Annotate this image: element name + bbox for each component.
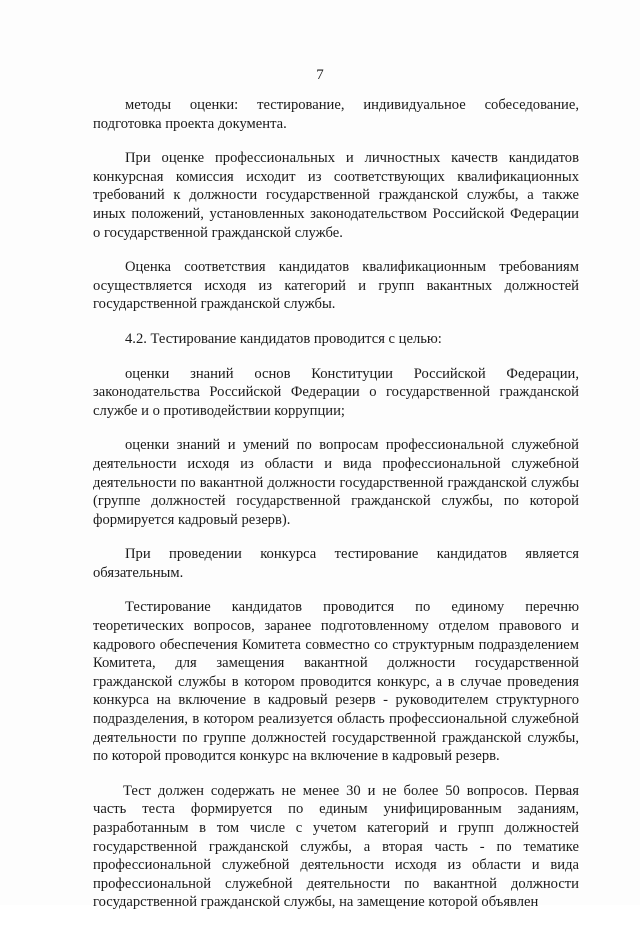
paragraph-professional-knowledge: оценки знаний и умений по вопросам профессиональной служебной деятельности исходя из области и вида профессиональной служебной деятельности по вакантной должности государственной гражданской службы (группе должностей государственной гражданской службы, по которой формируется кадровый резерв). [93,437,579,528]
paragraph-test-content: Тест должен содержать не менее 30 и не более 50 вопросов. Первая часть теста формируется по единым унифицированным заданиям, разработанным в том числе с учетом категорий и групп должностей государственной гражданской службы, а вторая часть - по тематике профессиональной служебной деятельности исходя из области и вида профессиональной служебной деятельности по вакантной должности государственной гражданской службы, на замещение которой объявлен [93,782,579,911]
paragraph-constitution-knowledge: оценки знаний основ Конституции Российской Федерации, законодательства Российской Федерации о государственной гражданской службе и о противодействии коррупции; [93,365,579,419]
document-body [93,96,579,928]
paragraph-testing-procedure: Тестирование кандидатов проводится по единому перечню теоретических вопросов, заранее подготовленному отделом правового и кадрового обеспечения Комитета совместно со структурным подразделением Комитета, для замещения вакантной должности государственной гражданской службы в котором проводится конкурс, а в случае проведения конкурса на включение в кадровый резерв - руководителем структурного подразделения, в котором реализуется область профессиональной служебной деятельности по группе должностей государственной гражданской службы, по которой проводится конкурс на включение в кадровый резерв. [93,599,579,765]
page-number: 7 [316,67,324,83]
paragraph-testing-mandatory: При проведении конкурса тестирование кандидатов является обязательным. [93,546,579,581]
paragraph-testing-purpose: 4.2. Тестирование кандидатов проводится с целью: [125,330,442,347]
paragraph-assessment-basis: При оценке профессиональных и личностных качеств кандидатов конкурсная комиссия исходит из соответствующих квалификационных требований к должности государственной гражданской службы, а также иных положений, установленных законодательством Российской Федерации о государственной гражданской службе. [93,150,579,241]
paragraph-qualification-check: Оценка соответствия кандидатов квалификационным требованиям осуществляется исходя из категорий и групп вакантных должностей государственной гражданской службы. [93,259,579,313]
paragraph-methods: методы оценки: тестирование, индивидуальное собеседование, подготовка проекта документа. [93,97,579,132]
